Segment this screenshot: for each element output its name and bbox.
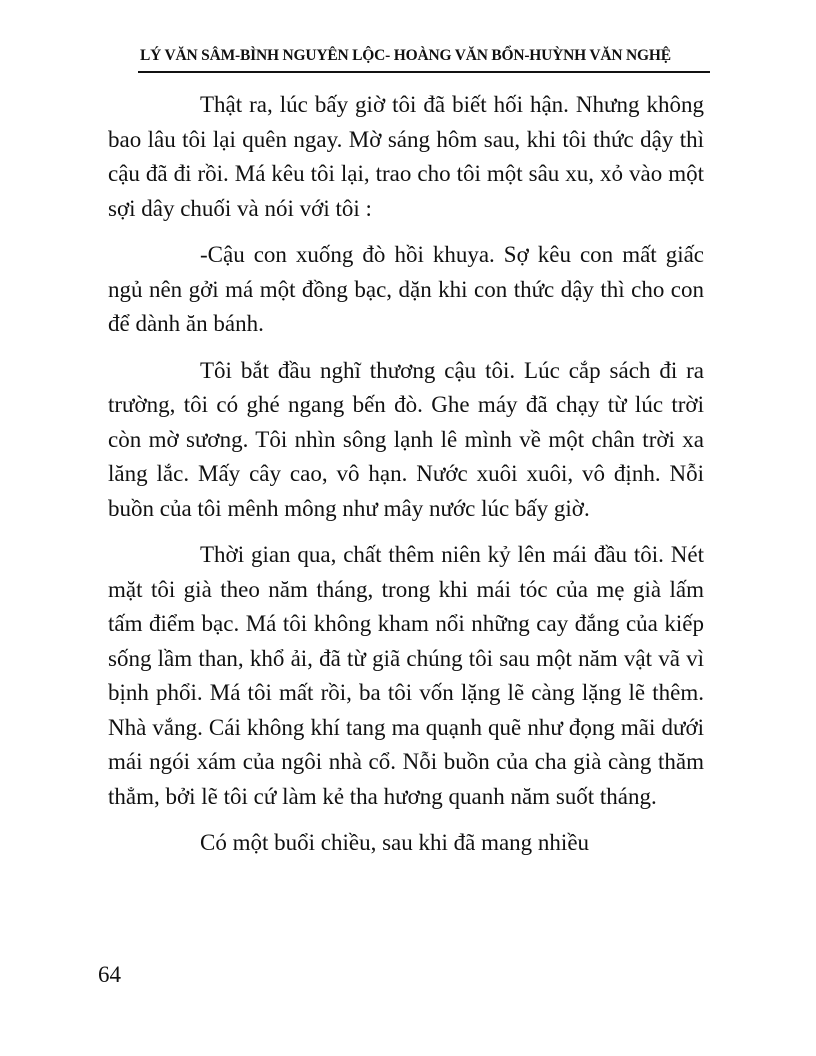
paragraph-4: Thời gian qua, chất thêm niên kỷ lên mái đầu tôi. Nét mặt tôi già theo năm tháng, trong khi mái tóc của mẹ già lấm tấm điểm bạc. Má tôi không kham nổi những cay đắng của kiếp sống lầm than, khổ ải, đã từ giã chúng tôi sau một năm vật vã vì bịnh phổi. Má tôi mất rồi, ba tôi vốn lặng lẽ càng lặng lẽ thêm. Nhà vắng. Cái không khí tang ma quạnh quẽ như đọng mãi dưới mái ngói xám của ngôi nhà cổ. Nỗi buồn của cha già càng thăm thẳm, bởi lẽ tôi cứ làm kẻ tha hương quanh năm suốt tháng.	[108, 542, 704, 809]
paragraph-3: Tôi bắt đầu nghĩ thương cậu tôi. Lúc cắp sách đi ra trường, tôi có ghé ngang bến đò. Ghe máy đã chạy từ lúc trời còn mờ sương. Tôi nhìn sông lạnh lê mình về một chân trời xa lăng lắc. Mấy cây cao, vô hạn. Nước xuôi xuôi, vô định. Nỗi buồn của tôi mênh mông như mây nước lúc bấy giờ.	[108, 357, 704, 521]
paragraph-5: Có một buổi chiều, sau khi đã mang nhiều	[200, 830, 590, 855]
page-number: 64	[98, 962, 121, 987]
body-text	[108, 88, 704, 861]
paragraph-1: Thật ra, lúc bấy giờ tôi đã biết hối hận. Nhưng không bao lâu tôi lại quên ngay. Mờ sáng hôm sau, khi tôi thức dậy thì cậu đã đi rồi. Má kêu tôi lại, trao cho tôi một sâu xu, xỏ vào một sợi dây chuối và nói với tôi :	[108, 92, 704, 221]
running-header: LÝ VĂN SÂM-BÌNH NGUYÊN LỘC- HOÀNG VĂN BỔN-HUỲNH VĂN NGHỆ	[140, 47, 671, 64]
paragraph-2: -Cậu con xuống đò hồi khuya. Sợ kêu con mất giấc ngủ nên gởi má một đồng bạc, dặn khi con thức dậy thì cho con để dành ăn bánh.	[108, 242, 704, 336]
header-rule	[138, 71, 710, 73]
